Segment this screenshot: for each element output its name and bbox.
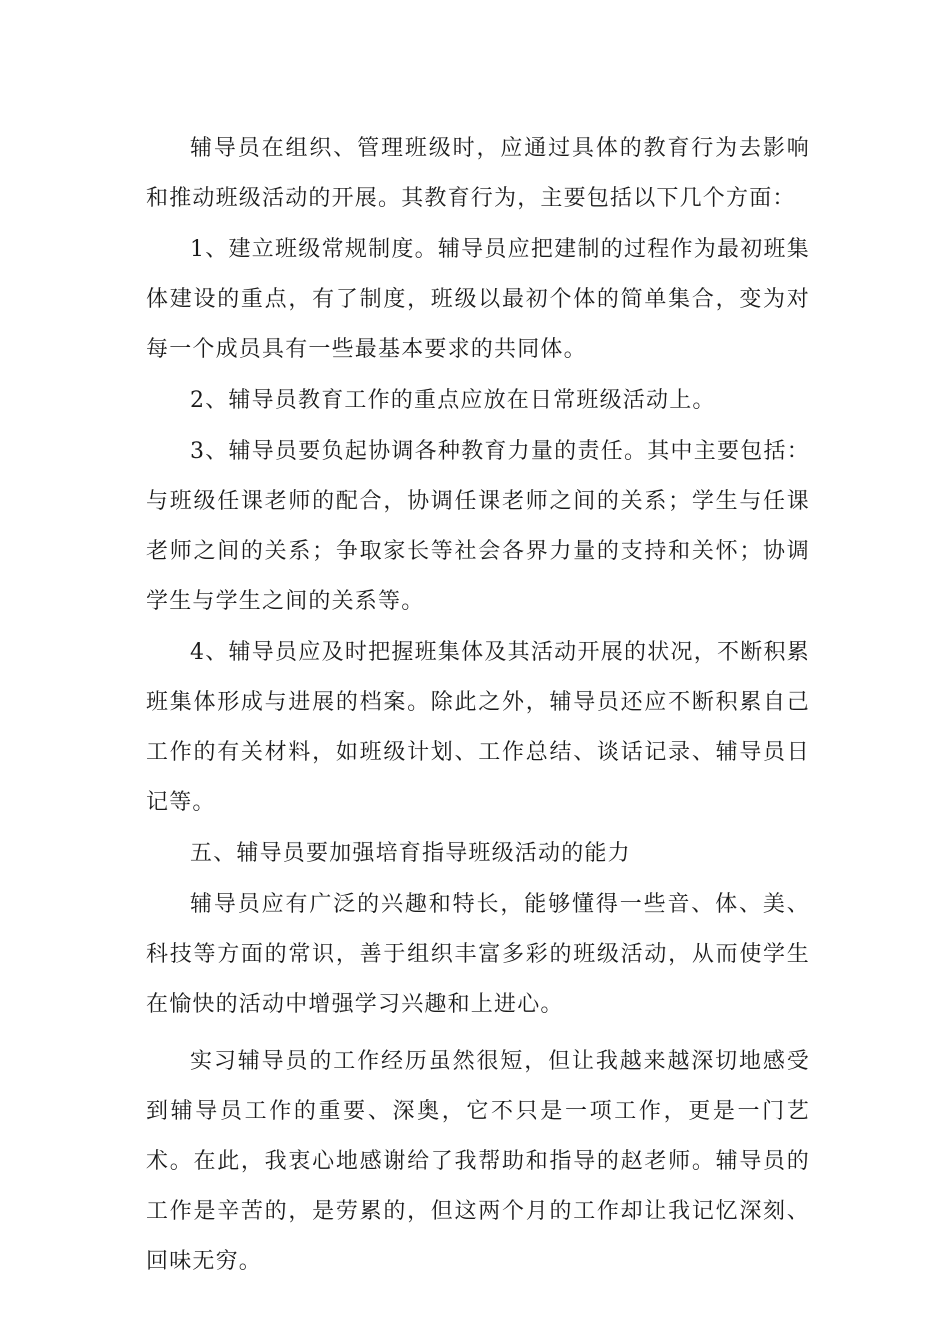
paragraph-conclusion: 实习辅导员的工作经历虽然很短，但让我越来越深切地感受到辅导员工作的重要、深奥，它不只是一项工作，更是一门艺术。在此，我衷心地感谢给了我帮助和指导的赵老师。辅导员的工作是辛苦的，是劳累的，但这两个月的工作却让我记忆深刻、回味无穷。 — [146, 1049, 810, 1274]
paragraph-activities: 辅导员应有广泛的兴趣和特长，能够懂得一些音、体、美、科技等方面的常识，善于组织丰富多彩的班级活动，从而使学生在愉快的活动中增强学习兴趣和上进心。 — [146, 892, 810, 1017]
paragraph-item-2: 2、辅导员教育工作的重点应放在日常班级活动上。 — [190, 388, 716, 413]
document-body — [146, 124, 810, 1288]
paragraph-item-3: 3、辅导员要负起协调各种教育力量的责任。其中主要包括：与班级任课老师的配合，协调任课老师之间的关系；学生与任课老师之间的关系；争取家长等社会各界力量的支持和关怀；协调学生与学生之间的关系等。 — [146, 439, 810, 614]
paragraph-item-1: 1、建立班级常规制度。辅导员应把建制的过程作为最初班集体建设的重点，有了制度，班级以最初个体的简单集合，变为对每一个成员具有一些最基本要求的共同体。 — [146, 237, 810, 362]
paragraph-item-4: 4、辅导员应及时把握班集体及其活动开展的状况，不断积累班集体形成与进展的档案。除此之外，辅导员还应不断积累自己工作的有关材料，如班级计划、工作总结、谈话记录、辅导员日记等。 — [146, 640, 810, 815]
paragraph-intro: 辅导员在组织、管理班级时，应通过具体的教育行为去影响和推动班级活动的开展。其教育行为，主要包括以下几个方面： — [146, 136, 810, 211]
section-heading: 五、辅导员要加强培育指导班级活动的能力 — [190, 841, 631, 866]
